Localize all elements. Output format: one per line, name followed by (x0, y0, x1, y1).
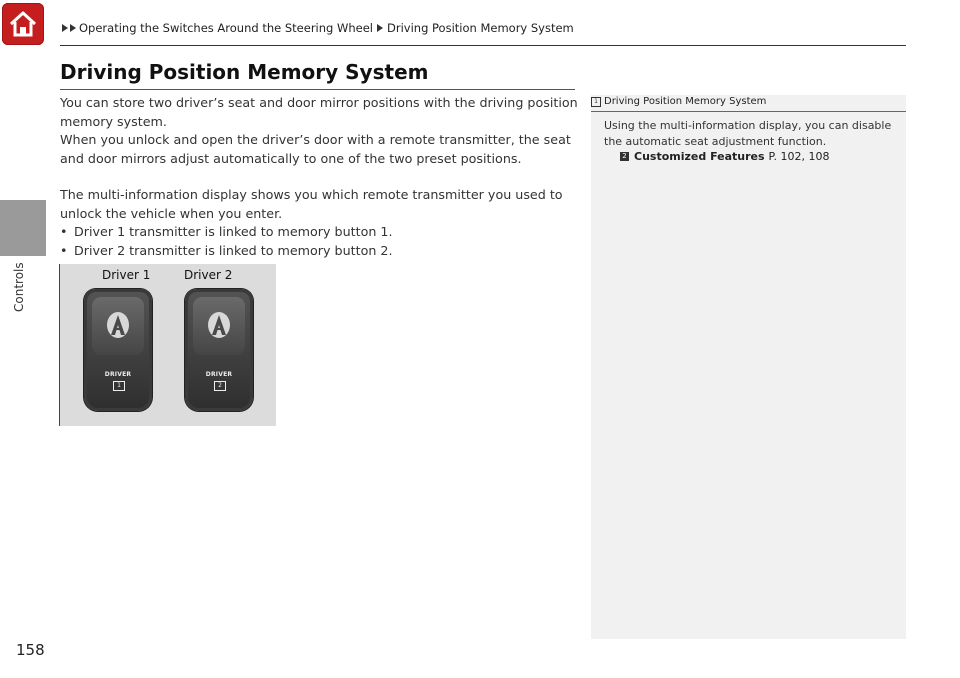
note-text: Using the multi-information display, you can disable the automatic seat adjustment function. (604, 119, 892, 148)
section-tab (0, 200, 46, 256)
paragraph: When you unlock and open the driver’s door with a remote transmitter, the seat and door mirrors adjust automatically to one of the two preset positions. (60, 132, 571, 166)
transmitter-figure (59, 264, 276, 426)
title-divider (60, 89, 575, 90)
reference-arrow-icon: 2 (620, 152, 629, 161)
list-item: • Driver 1 transmitter is linked to memory button 1. (60, 223, 580, 242)
note-icon: 1 (591, 97, 601, 107)
acura-logo-icon (207, 311, 231, 339)
list-item: • Driver 2 transmitter is linked to memory button 2. (60, 242, 580, 261)
spacer (60, 168, 580, 186)
breadcrumb-arrow-icon (70, 24, 76, 32)
cross-reference (620, 150, 829, 163)
section-label: Controls (12, 262, 26, 312)
fob-label: DRIVER (205, 371, 233, 378)
note-header (591, 95, 906, 112)
driver1-transmitter (84, 289, 152, 411)
acura-logo-icon (106, 311, 130, 339)
breadcrumb-level1-link[interactable]: Operating the Switches Around the Steering Wheel (79, 21, 373, 35)
header-divider (60, 45, 906, 46)
main-body (60, 94, 580, 260)
reference-pages: P. 102, 108 (768, 150, 830, 163)
paragraph: You can store two driver’s seat and door mirror positions with the driving position memory system. (60, 95, 578, 129)
paragraph: The multi-information display shows you which remote transmitter you used to unlock the vehicle when you enter. (60, 187, 563, 221)
home-icon (7, 9, 39, 39)
breadcrumb-level2-link[interactable]: Driving Position Memory System (387, 21, 574, 35)
fob-label: DRIVER (104, 371, 132, 378)
fob-button (92, 297, 144, 355)
note-title: Driving Position Memory System (604, 96, 767, 107)
fob-number: 2 (214, 381, 226, 391)
page-title: Driving Position Memory System (60, 60, 429, 84)
breadcrumb-arrow-icon (62, 24, 68, 32)
note-sidebar (591, 95, 906, 639)
driver2-label: Driver 2 (184, 268, 233, 282)
home-button[interactable] (2, 3, 44, 45)
driver1-label: Driver 1 (102, 268, 151, 282)
customized-features-link[interactable]: Customized Features (634, 150, 765, 163)
fob-number: 1 (113, 381, 125, 391)
page-number: 158 (16, 641, 45, 659)
breadcrumb (62, 21, 574, 35)
breadcrumb-arrow-icon (377, 24, 383, 32)
fob-button (193, 297, 245, 355)
driver2-transmitter (185, 289, 253, 411)
